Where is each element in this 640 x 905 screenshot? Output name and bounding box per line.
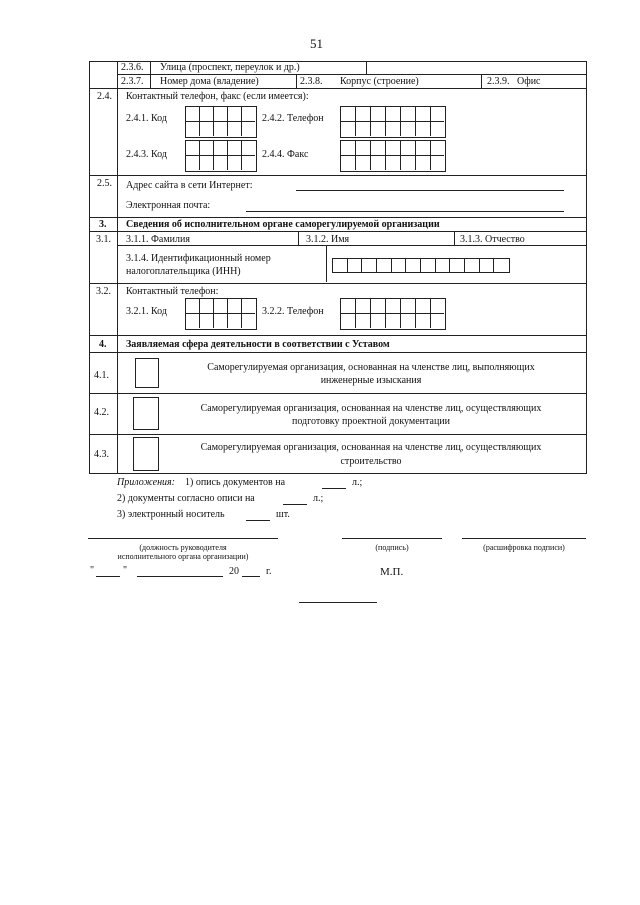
row-321-label: 3.2.1. Код — [126, 306, 167, 317]
email-input-line[interactable] — [246, 211, 564, 212]
row-236-num: 2.3.6. — [121, 62, 144, 73]
appendix-item2-blank[interactable] — [283, 504, 307, 505]
row-3-num: 3. — [99, 219, 107, 230]
surname-label: 3.1.1. Фамилия — [126, 234, 190, 245]
checkbox-42[interactable] — [133, 397, 159, 430]
date-year-suffix: г. — [266, 566, 272, 577]
signature-line[interactable] — [342, 538, 442, 539]
date-year-blank[interactable] — [242, 576, 260, 577]
email-label: Электронная почта: — [126, 200, 211, 211]
appendix-item3-unit: шт. — [276, 509, 290, 520]
checkbox-43[interactable] — [133, 437, 159, 471]
row-42-num: 4.2. — [94, 407, 109, 418]
inn-label-2: налогоплательщика (ИНН) — [126, 266, 241, 277]
date-quote-close: " — [123, 565, 128, 576]
name-label: 3.1.2. Имя — [306, 234, 350, 245]
table-col-divider — [117, 61, 118, 473]
row-239-label: Офис — [517, 76, 541, 87]
patronymic-label: 3.1.3. Отчество — [460, 234, 525, 245]
row-43-num: 4.3. — [94, 449, 109, 460]
row-42-line2: подготовку проектной документации — [291, 416, 451, 427]
decode-caption: (расшифровка подписи) — [483, 543, 565, 552]
row-242-label: 2.4.2. Телефон — [262, 113, 324, 124]
site-label: Адрес сайта в сети Интернет: — [126, 180, 253, 191]
row-237-label: Номер дома (владение) — [160, 76, 259, 87]
row-4-label: Заявляемая сфера деятельности в соответствии с Уставом — [126, 339, 390, 350]
row-32-label: Контактный телефон: — [126, 286, 219, 297]
appendix-item1-unit: л.; — [352, 477, 363, 488]
row-43-line1: Саморегулируемая организация, основанная на членстве лиц, осуществляющих — [200, 442, 542, 453]
appendix-item2: 2) документы согласно описи на — [117, 493, 255, 504]
row-236-label: Улица (проспект, переулок и др.) — [160, 62, 300, 73]
stamp-label: М.П. — [380, 566, 404, 578]
row-41-num: 4.1. — [94, 370, 109, 381]
row-244-label: 2.4.4. Факс — [262, 149, 309, 160]
appendix-item1: 1) опись документов на — [185, 477, 286, 488]
table-border-bottom — [89, 473, 587, 474]
position-caption-1: (должность руководителя — [139, 543, 227, 552]
checkbox-41[interactable] — [135, 358, 159, 388]
site-input-line[interactable] — [296, 190, 564, 191]
date-month-blank[interactable] — [137, 576, 223, 577]
row-41-line2: инженерные изыскания — [320, 375, 422, 386]
row-237-num: 2.3.7. — [121, 76, 144, 87]
row-322-label: 3.2.2. Телефон — [262, 306, 324, 317]
date-year-prefix: 20 — [229, 566, 239, 577]
row-43-line2: строительство — [340, 456, 402, 467]
decode-line[interactable] — [462, 538, 586, 539]
appendix-item1-blank[interactable] — [322, 488, 346, 489]
row-32-num: 3.2. — [96, 286, 111, 297]
signature-caption: (подпись) — [375, 543, 409, 552]
row-3-label: Сведения об исполнительном органе саморегулируемой организации — [126, 219, 440, 230]
inn-label-1: 3.1.4. Идентификационный номер — [126, 253, 271, 264]
row-241-label: 2.4.1. Код — [126, 113, 167, 124]
row-25-num: 2.5. — [97, 178, 112, 189]
table-border-left — [89, 61, 90, 473]
row-238-num: 2.3.8. — [300, 76, 323, 87]
position-caption-2: исполнительного органа организации) — [117, 552, 249, 561]
row-24-label: Контактный телефон, факс (если имеется): — [126, 91, 309, 102]
row-239-num: 2.3.9. — [487, 76, 510, 87]
row-31-num: 3.1. — [96, 234, 111, 245]
row-24-num: 2.4. — [97, 91, 112, 102]
position-line[interactable] — [88, 538, 278, 539]
appendix-label: Приложения: — [117, 477, 176, 488]
appendix-item3: 3) электронный носитель — [117, 509, 225, 520]
table-border-right — [586, 61, 587, 473]
page-number: 51 — [310, 36, 323, 51]
appendix-item3-blank[interactable] — [246, 520, 270, 521]
row-238-label: Корпус (строение) — [340, 76, 419, 87]
end-separator — [299, 602, 377, 603]
date-quote-open: " — [90, 565, 95, 576]
date-day-blank[interactable] — [96, 576, 120, 577]
row-41-line1: Саморегулируемая организация, основанная на членстве лиц, выполняющих — [207, 362, 535, 373]
row-42-line1: Саморегулируемая организация, основанная на членстве лиц, осуществляющих — [200, 403, 542, 414]
row-4-num: 4. — [99, 339, 107, 350]
row-243-label: 2.4.3. Код — [126, 149, 167, 160]
appendix-item2-unit: л.; — [313, 493, 324, 504]
